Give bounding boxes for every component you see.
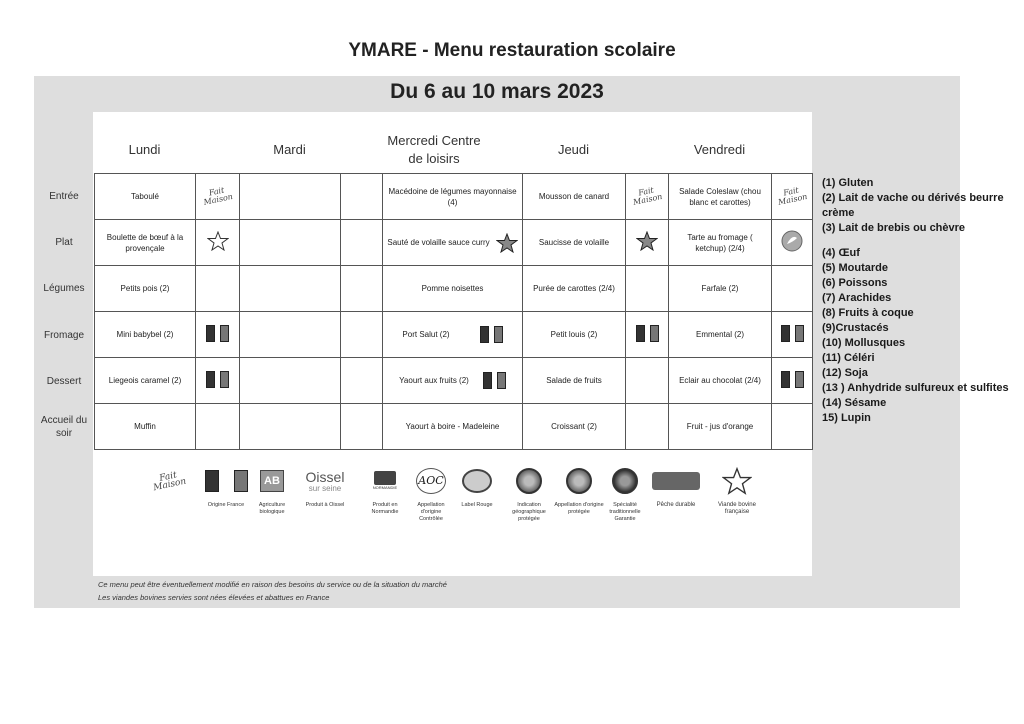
allergen-list	[822, 176, 1012, 426]
origine-france-icon	[205, 470, 248, 492]
cell-plat-vendredi: Tarte au fromage ( ketchup) (2/4)	[669, 220, 772, 266]
row-accueil-soir	[95, 404, 813, 450]
cell-plat-jeudi: Saucisse de volaille	[523, 220, 626, 266]
fait-maison-icon: Fait Maison	[626, 174, 669, 220]
origine-france-icon	[196, 358, 240, 404]
menu-date-range: Du 6 au 10 mars 2023	[390, 80, 604, 103]
cell-dessert-vendredi: Eclair au chocolat (2/4)	[669, 358, 772, 404]
cell-soir-mercredi: Yaourt à boire - Madeleine	[383, 404, 523, 450]
allergen-item: (3) Lait de brebis ou chèvre	[822, 222, 966, 234]
viande-bovine-icon	[196, 220, 240, 266]
cell-fromage-lundi: Mini babybel (2)	[95, 312, 196, 358]
fait-maison-icon: Fait Maison	[772, 174, 813, 220]
cell-legumes-jeudi: Purée de carottes (2/4)	[523, 266, 626, 312]
cell-plat-mercredi: Sauté de volaille sauce curry	[383, 220, 523, 266]
day-header-mercredi: Mercredi Centre de loisirs	[387, 133, 481, 166]
cell-soir-lundi: Muffin	[95, 404, 196, 450]
allergen-item: (12) Soja	[822, 367, 868, 379]
allergen-item: (2) Lait de vache ou dérivés beurre crème	[822, 192, 1004, 219]
allergen-item: (4) Œuf	[822, 247, 860, 259]
legend-peche-durable: Pêche durable	[650, 466, 702, 509]
legend-ab: AB Agriculture biologique	[250, 466, 294, 516]
stg-icon	[612, 468, 638, 494]
aop-icon	[566, 468, 592, 494]
row-header-accueil-soir: Accueil du soir	[40, 415, 88, 439]
origine-france-icon	[480, 326, 503, 343]
footer-notes	[98, 578, 447, 604]
cell-entree-vendredi: Salade Coleslaw (chou blanc et carottes)	[669, 174, 772, 220]
cell-soir-mardi	[240, 404, 341, 450]
legend-fait-maison	[144, 466, 194, 496]
cell-soir-jeudi: Croissant (2)	[523, 404, 626, 450]
cell-plat-mardi-icon	[341, 220, 383, 266]
allergen-item: (13 ) Anhydride sulfureux et sulfites	[822, 382, 1009, 394]
oissel-logo-icon: Oissel	[305, 468, 345, 485]
row-header-entree: Entrée	[49, 190, 79, 202]
fait-maison-icon: Fait Maison	[196, 174, 240, 220]
cell-entree-mardi-icon	[341, 174, 383, 220]
label-rouge-icon	[462, 469, 492, 493]
menu-table	[94, 173, 813, 450]
allergen-item: (14) Sésame	[822, 397, 887, 409]
cell-entree-lundi: Taboulé	[95, 174, 196, 220]
day-header-lundi: Lundi	[128, 142, 161, 157]
row-header-fromage: Fromage	[43, 329, 84, 341]
allergen-item: (5) Moutarde	[822, 262, 888, 274]
legend-aop: Appellation d'origine protégée	[554, 466, 604, 516]
cell-fromage-mercredi: Port Salut (2)	[383, 312, 523, 358]
legend-label-rouge: Label Rouge	[456, 466, 498, 509]
row-entree	[95, 174, 813, 220]
cell-fromage-jeudi: Petit louis (2)	[523, 312, 626, 358]
origine-france-icon	[626, 312, 669, 358]
origine-france-icon	[196, 312, 240, 358]
legend-oissel: Oissel sur seine Produit à Oissel	[305, 468, 345, 508]
document-title: YMARE - Menu restauration scolaire	[348, 40, 676, 61]
row-header-legumes: Légumes	[43, 283, 85, 294]
volaille-francaise-icon	[626, 220, 669, 266]
ab-icon: AB	[260, 470, 284, 492]
allergen-item: (10) Mollusques	[822, 337, 906, 349]
allergen-item: (9)Crustacés	[822, 322, 889, 334]
day-header-jeudi: Jeudi	[557, 142, 590, 157]
legend-stg: Spécialité traditionnelle Garantie	[600, 466, 650, 523]
allergen-item: 15) Lupin	[822, 412, 871, 424]
cell-entree-mercredi: Macédoine de légumes mayonnaise (4)	[383, 174, 523, 220]
legend-igp: Indication géographique protégée	[504, 466, 554, 523]
cell-plat-lundi: Boulette de bœuf à la provençale	[95, 220, 196, 266]
volaille-francaise-icon	[496, 233, 518, 253]
allergen-item: (1) Gluten	[822, 177, 874, 189]
cell-dessert-lundi: Liegeois caramel (2)	[95, 358, 196, 404]
note-line: Les viandes bovines servies sont nées élevées et abattues en France	[98, 593, 330, 602]
allergen-item: (6) Poissons	[822, 277, 888, 289]
cell-fromage-mardi	[240, 312, 341, 358]
peche-durable-icon	[652, 472, 700, 490]
igp-icon	[516, 468, 542, 494]
cell-dessert-mardi	[240, 358, 341, 404]
cell-legumes-vendredi: Farfale (2)	[669, 266, 772, 312]
legend-viande-bovine: Viande bovine française	[712, 466, 762, 516]
legend-normandie: NORMANDIE Produit en Normandie	[362, 466, 408, 516]
cell-legumes-lundi: Petits pois (2)	[95, 266, 196, 312]
row-dessert	[95, 358, 813, 404]
origine-france-icon	[772, 358, 813, 404]
legend-aoc: AOC Appellation d'origine Contrôlée	[410, 466, 452, 523]
aoc-icon: AOC	[416, 468, 446, 494]
origine-france-icon	[483, 372, 506, 389]
cell-dessert-jeudi: Salade de fruits	[523, 358, 626, 404]
viande-bovine-icon	[722, 467, 752, 495]
vegetarien-icon	[772, 220, 813, 266]
cell-entree-mardi	[240, 174, 341, 220]
row-header-dessert: Dessert	[46, 375, 82, 387]
note-line: Ce menu peut être éventuellement modifié en raison des besoins du service ou de la situation du marché	[98, 580, 447, 589]
cell-soir-vendredi: Fruit - jus d'orange	[669, 404, 772, 450]
row-plat	[95, 220, 813, 266]
normandie-icon	[374, 471, 396, 485]
cell-legumes-mardi	[240, 266, 341, 312]
day-header-vendredi: Vendredi	[693, 142, 746, 157]
allergen-item: (8) Fruits à coque	[822, 307, 914, 319]
allergen-item: (11) Céléri	[822, 352, 875, 364]
row-fromage	[95, 312, 813, 358]
origine-france-icon	[772, 312, 813, 358]
cell-plat-mardi	[240, 220, 341, 266]
cell-fromage-vendredi: Emmental (2)	[669, 312, 772, 358]
row-header-plat: Plat	[55, 236, 73, 248]
row-legumes	[95, 266, 813, 312]
allergen-item: (7) Arachides	[822, 292, 892, 304]
legend-origine-france: Origine France	[196, 466, 256, 509]
day-header-mardi: Mardi	[273, 142, 306, 157]
cell-dessert-mercredi: Yaourt aux fruits (2)	[383, 358, 523, 404]
cell-legumes-mercredi: Pomme noisettes	[383, 266, 523, 312]
fait-maison-icon: Fait Maison	[152, 470, 188, 494]
cell-entree-jeudi: Mousson de canard	[523, 174, 626, 220]
